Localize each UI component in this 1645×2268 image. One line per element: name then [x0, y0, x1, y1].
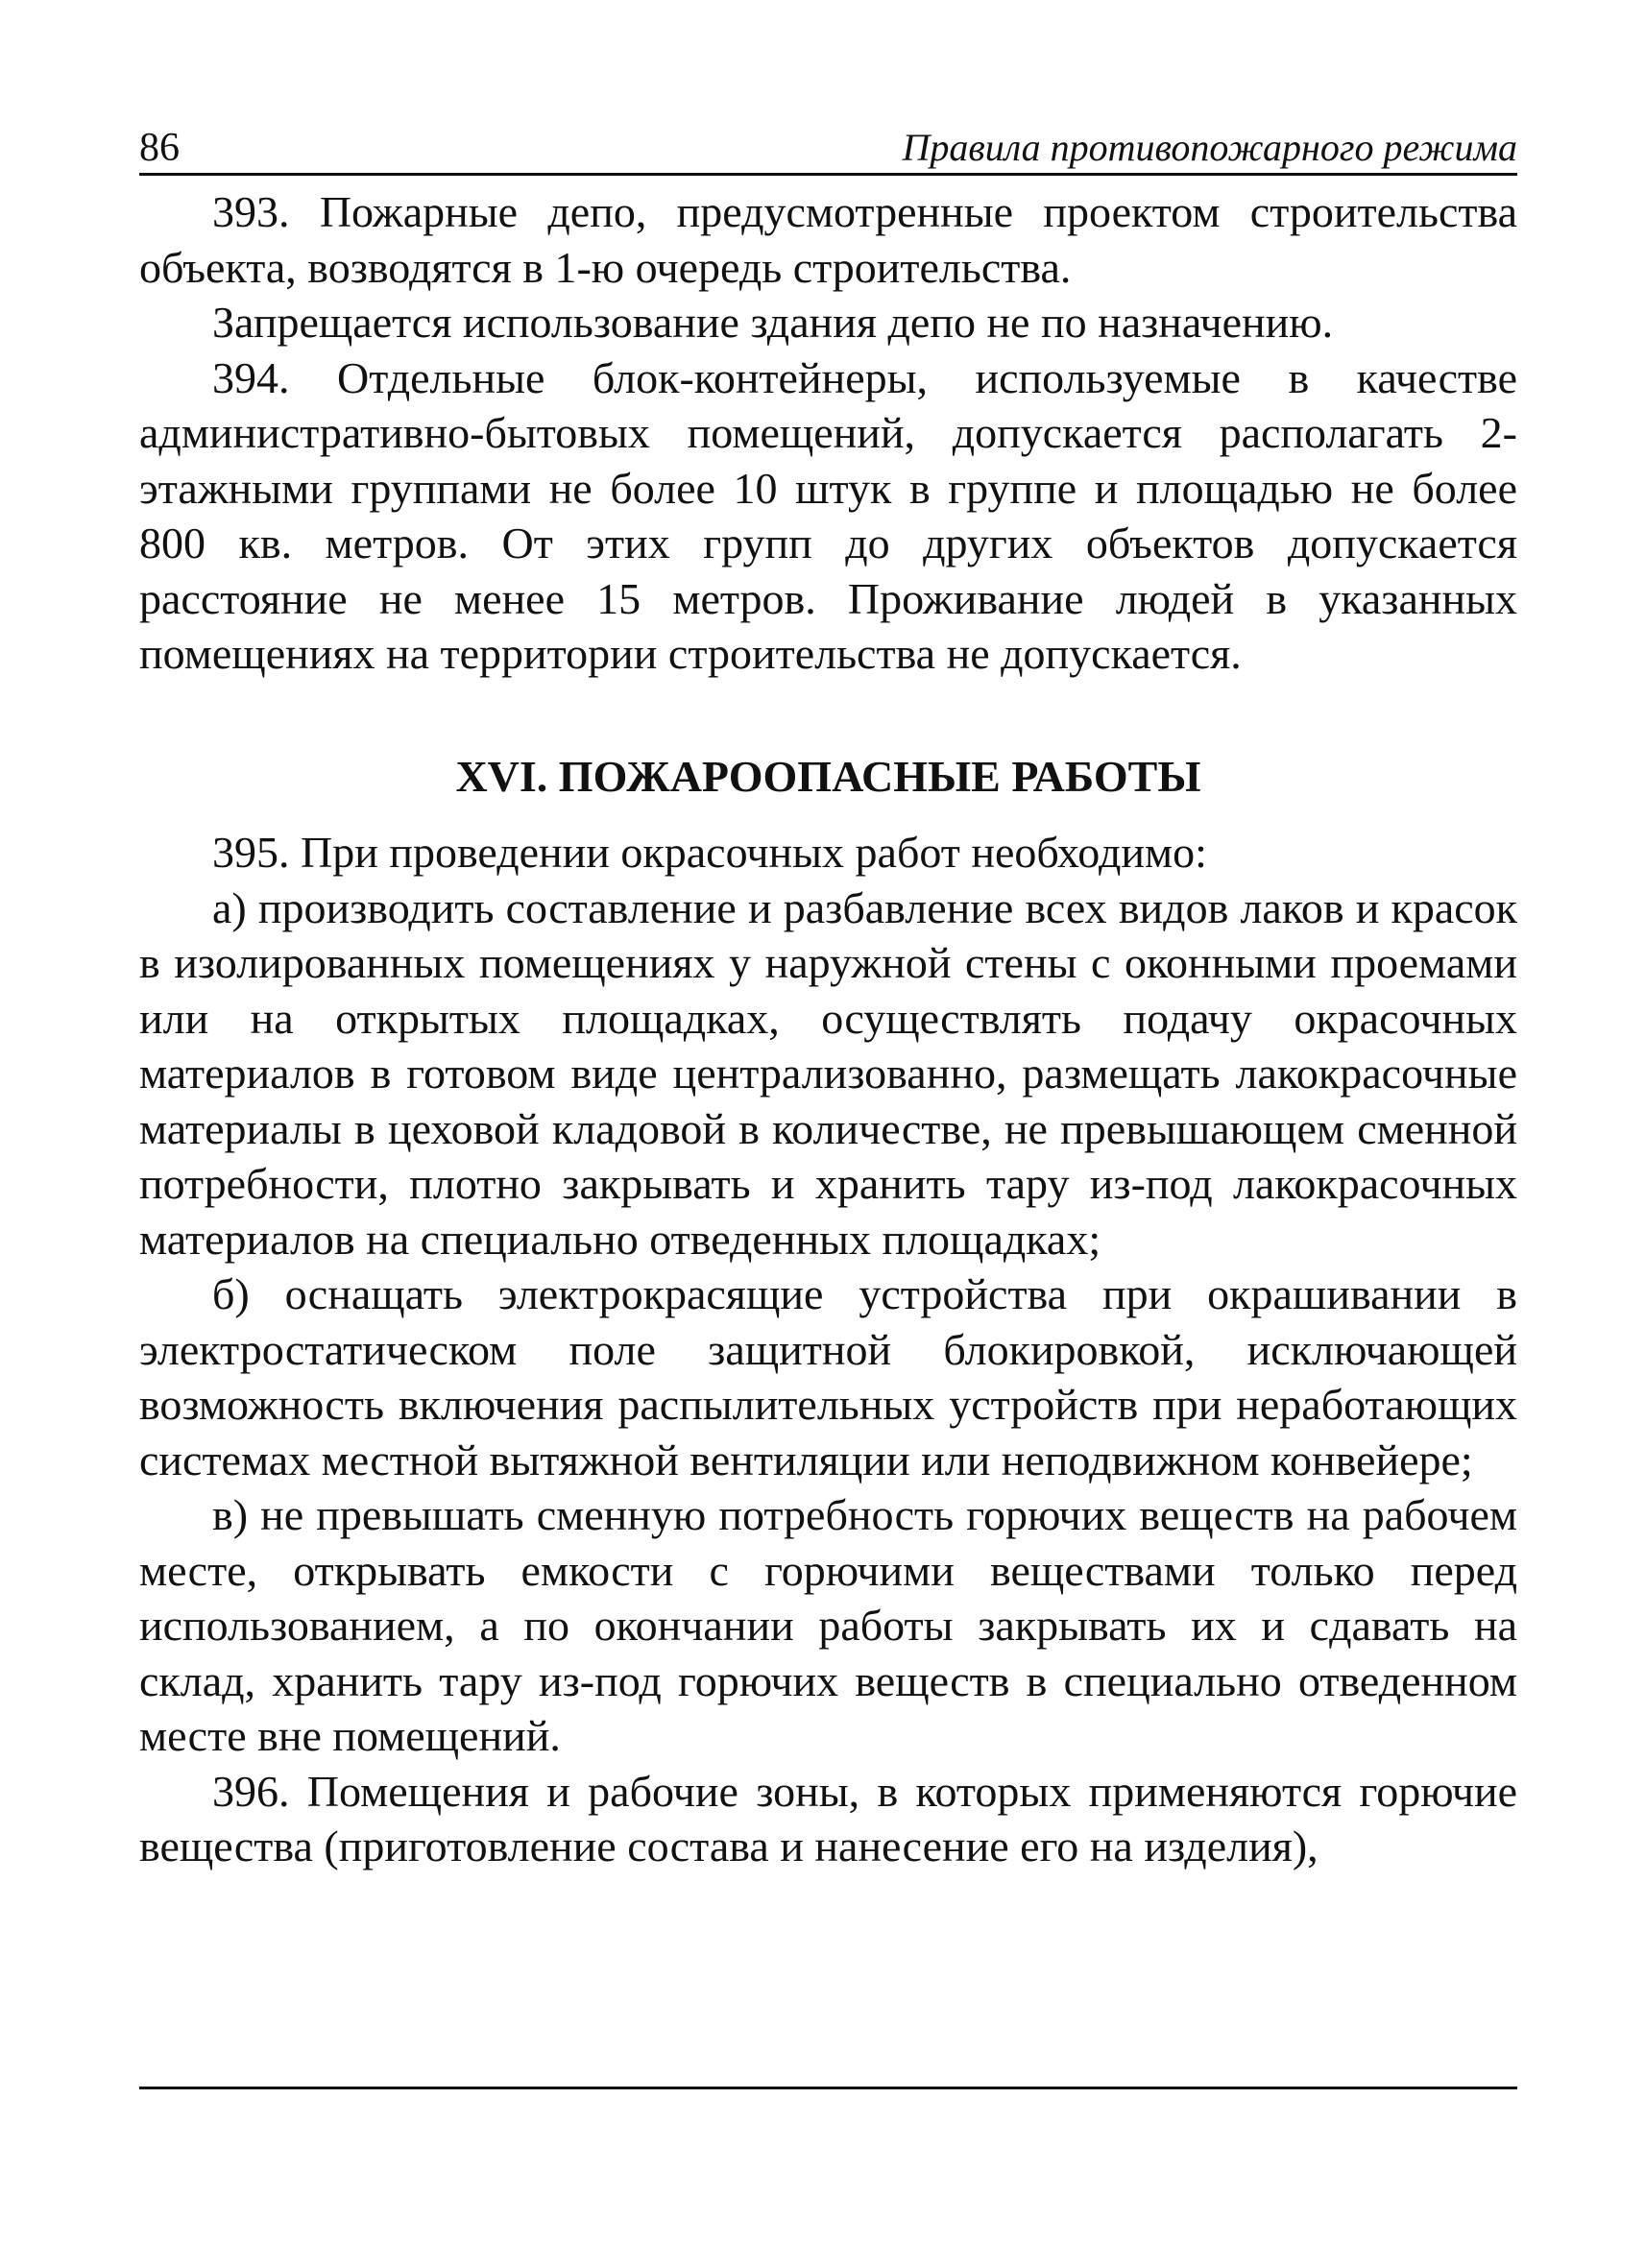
header-rule — [139, 173, 1517, 176]
paragraph-395-b: б) оснащать электрокрасящие устройства при окрашивании в электростатическом поле защитной блокировкой, исключающей возможность включения распылительных устройств при неработающих системах местной вытяжной вентиляции или неподвижном конвейере; — [139, 1269, 1517, 1484]
paragraph-395-a: а) производить составление и разбавление всех видов лаков и красок в изолированных помещениях у наружной стены с оконными проемами или на открытых площадках, осуществлять подачу окрасочных материалов в готовом виде централизованно, размещать лакокрасочные материалы в цеховой кладовой в количестве, не превышающем сменной потребности, плотно закрывать и хранить тару из-под лакокрасочных материалов на специально отведенных площадках; — [139, 882, 1517, 1264]
paragraph-396: 396. Помещения и рабочие зоны, в которых применяются горючие вещества (приготовление состава и нанесение его на изделия), — [139, 1766, 1517, 1870]
paragraph-395: 395. При проведении окрасочных работ необходимо: — [212, 828, 1207, 877]
running-title: Правила противопожарного режима — [902, 126, 1517, 169]
paragraph-394: 394. Отдельные блок-контейнеры, используемые в качестве административно-бытовых помещений, допускается располагать 2-этажными группами не более 10 штук в группе и площадью не более 800 кв. метров. От этих групп до других объектов допускается расстояние не менее 15 метров. Проживание людей в указанных помещениях на территории строительства не допускается. — [139, 352, 1517, 678]
section-heading: XVI. ПОЖАРООПАСНЫЕ РАБОТЫ — [455, 751, 1201, 801]
page-number: 86 — [139, 126, 180, 170]
paragraph-depot-prohibition: Запрещается использование здания депо не по назначению. — [212, 298, 1334, 347]
page-header — [139, 113, 1517, 177]
footer-rule — [139, 2087, 1517, 2089]
paragraph-395-v: в) не превышать сменную потребность горючих веществ на рабочем месте, открывать емкости с горючими веществами только перед использованием, а по окончании работы закрывать их и сдавать на склад, хранить тару из-под горючих веществ в специально отведенном месте вне помещений. — [139, 1490, 1517, 1760]
paragraph-393: 393. Пожарные депо, предусмотренные проектом строительства объекта, возводятся в 1-ю очередь строительства. — [139, 187, 1517, 292]
document-body — [139, 184, 1517, 1874]
